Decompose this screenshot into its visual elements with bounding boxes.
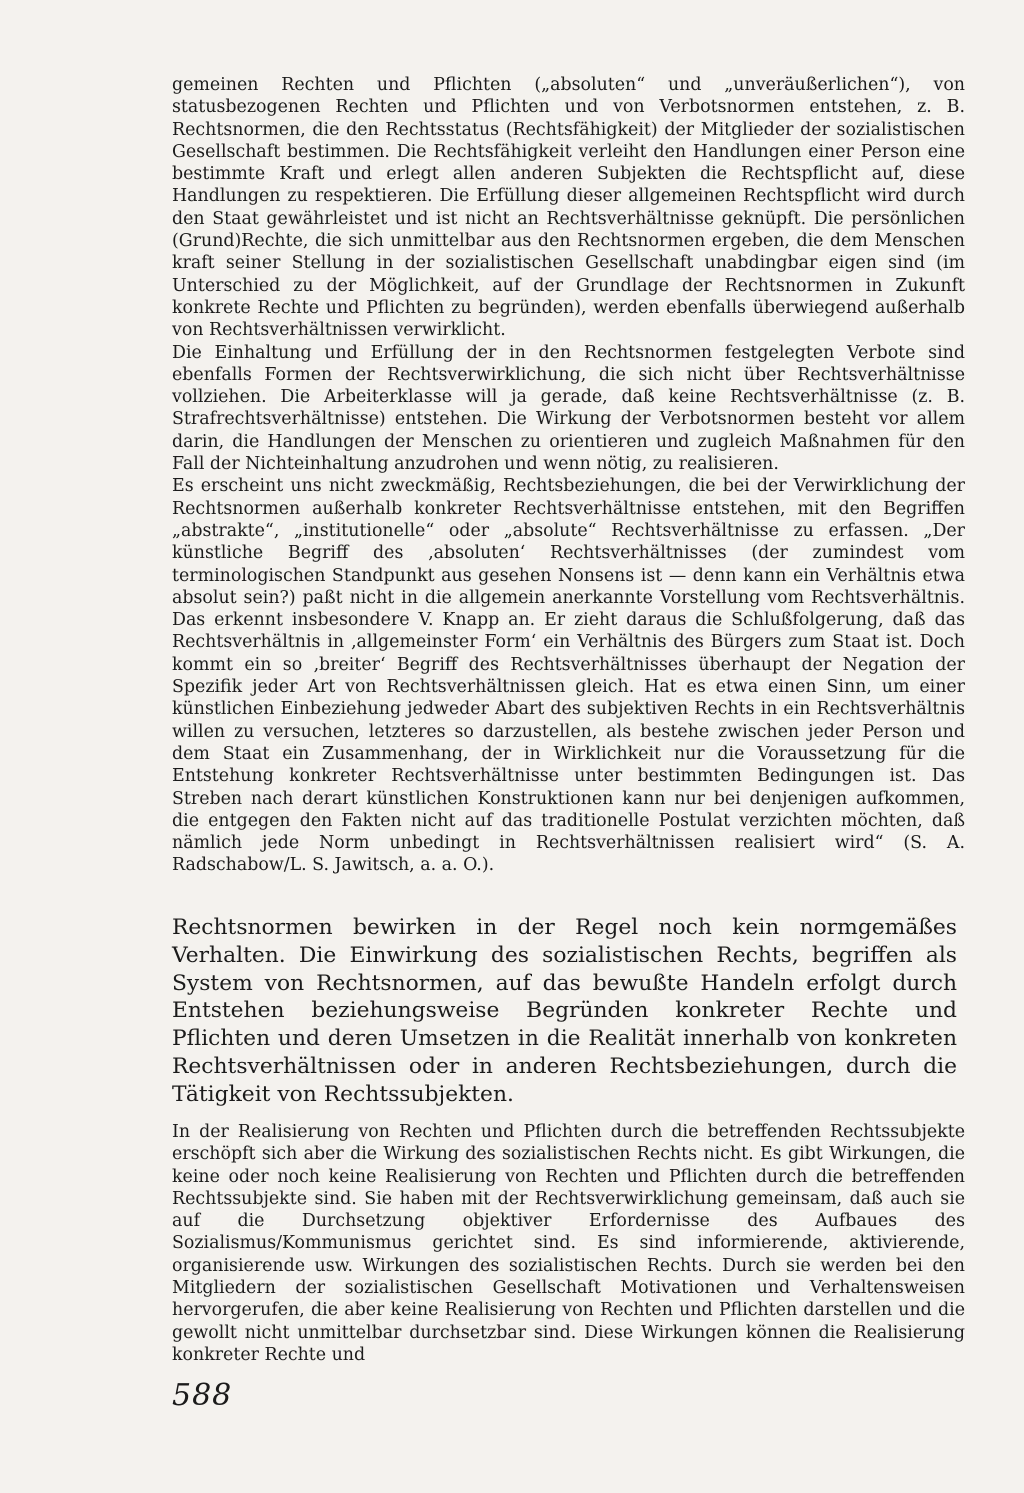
paragraph-rechtsnormen-wirkung: Rechtsnormen bewirken in der Regel noch kein normgemäßes Verhalten. Die Einwirkung des sozialistischen Rechts, begriffen als System von Rechtsnormen, auf das bewußte Handeln erfolgt durch Entstehen beziehungsweise Begründen konkreter Rechte und Pflichten und deren Umsetzen in die Realität innerhalb von konkreten Rechtsverhältnissen oder in anderen Rechtsbeziehungen, durch die Tätigkeit von Rechtssubjekten. [172, 915, 957, 1107]
paragraph-absolute-rechtsverhaeltnisse: Es erscheint uns nicht zweckmäßig, Rechtsbeziehungen, die bei der Verwirklichung der Rechtsnormen außerhalb konkreter Rechtsverhältnisse entstehen, mit den Begriffen „abstrakte“, „institutionelle“ oder „absolute“ Rechtsverhältnisse zu erfassen. „Der künstliche Begriff des ‚absoluten‘ Rechtsverhältnisses (der zumindest vom terminologischen Standpunkt aus gesehen Nonsens ist — denn kann ein Verhältnis etwa absolut sein?) paßt nicht in die allgemein anerkannte Vorstellung vom Rechtsverhältnis. Das erkennt insbesondere V. Knapp an. Er zieht daraus die Schlußfolgerung, daß das Rechtsverhältnis in ‚allgemeinster Form‘ ein Verhältnis des Bürgers zum Staat ist. Doch kommt ein so ‚breiter‘ Begriff des Rechtsverhältnisses überhaupt der Negation der Spezifik jeder Art von Rechtsverhältnissen gleich. Hat es etwa einen Sinn, um einer künstlichen Einbeziehung jedweder Abart des subjektiven Rechts in ein Rechtsverhältnis willen zu versuchen, letzteres so darzustellen, als bestehe zwischen jeder Person und dem Staat ein Zusammenhang, der in Wirklichkeit nur die Voraussetzung für die Entstehung konkreter Rechtsverhältnisse unter bestimmten Bedingungen ist. Das Streben nach derart künstlichen Konstruktionen kann nur bei denjenigen aufkommen, die entgegen den Fakten nicht auf das traditionelle Postulat verzichten möchten, daß nämlich jede Norm unbedingt in Rechtsverhältnissen realisiert wird“ (S. A. Radschabow/L. S. Jawitsch, a. a. O.). [172, 476, 965, 876]
page-number: 588 [172, 1378, 233, 1413]
paragraph-weitere-wirkungen: In der Realisierung von Rechten und Pflichten durch die betreffenden Rechtssubjekte erschöpft sich aber die Wirkung des sozialistischen Rechts nicht. Es gibt Wirkungen, die keine oder noch keine Realisierung von Rechten und Pflichten durch die betreffenden Rechtssubjekte sind. Sie haben mit der Rechtsverwirklichung gemeinsam, daß auch sie auf die Durchsetzung objektiver Erfordernisse des Aufbaues des Sozialismus/Kommunismus gerichtet sind. Es sind informierende, aktivierende, organisierende usw. Wirkungen des sozialistischen Rechts. Durch sie werden bei den Mitgliedern der sozialistischen Gesellschaft Motivationen und Verhaltensweisen hervorgerufen, die aber keine Realisierung von Rechten und Pflichten darstellen und die gewollt nicht unmittelbar durchsetzbar sind. Diese Wirkungen können die Realisierung konkreter Rechte und [172, 1122, 965, 1365]
paragraph-rechtsfaehigkeit: gemeinen Rechten und Pflichten („absoluten“ und „unveräußerlichen“), von statusbezogenen Rechten und Pflichten und von Verbotsnormen entstehen, z. B. Rechtsnormen, die den Rechtsstatus (Rechtsfähigkeit) der Mitglieder der sozialistischen Gesellschaft bestimmen. Die Rechtsfähigkeit verleiht den Handlungen einer Person eine bestimmte Kraft und erlegt allen anderen Subjekten die Rechtspflicht auf, diese Handlungen zu respektieren. Die Erfüllung dieser allgemeinen Rechtspflicht wird durch den Staat gewährleistet und ist nicht an Rechtsverhältnisse geknüpft. Die persönlichen (Grund)Rechte, die sich unmittelbar aus den Rechtsnormen ergeben, die dem Menschen kraft seiner Stellung in der sozialistischen Gesellschaft unabdingbar eigen sind (im Unterschied zu der Möglichkeit, auf der Grundlage der Rechtsnormen in Zukunft konkrete Rechte und Pflichten zu begründen), werden ebenfalls überwiegend außerhalb von Rechtsverhältnissen verwirklicht. [172, 75, 965, 341]
paragraph-verbotsnormen: Die Einhaltung und Erfüllung der in den Rechtsnormen festgelegten Verbote sind ebenfalls Formen der Rechtsverwirklichung, die sich nicht über Rechtsverhältnisse vollziehen. Die Arbeiterklasse will ja gerade, daß keine Rechtsverhältnisse (z. B. Strafrechtsverhältnisse) entstehen. Die Wirkung der Verbotsnormen besteht vor allem darin, die Handlungen der Menschen zu orientieren und zugleich Maßnahmen für den Fall der Nichteinhaltung anzudrohen und wenn nötig, zu realisieren. [172, 342, 965, 475]
top-text-block [172, 74, 965, 877]
main-text-block [172, 914, 957, 1109]
bottom-text-block [172, 1121, 965, 1366]
